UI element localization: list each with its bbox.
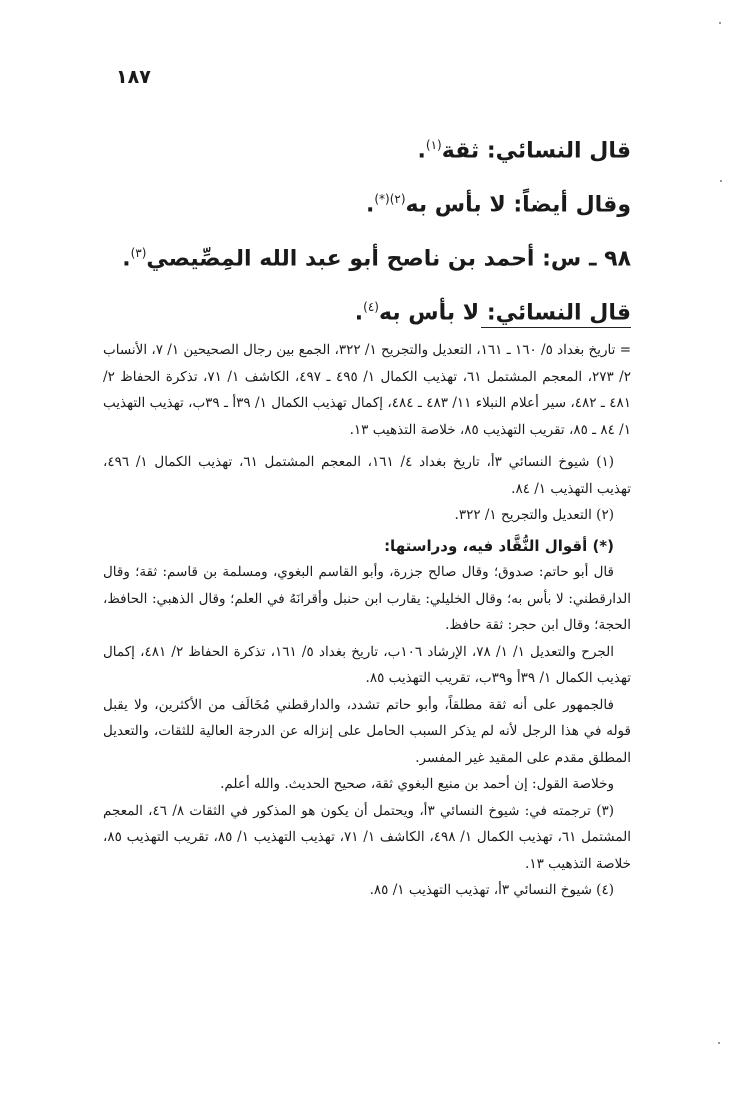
main-line: ٩٨ ـ س: أحمد بن ناصح أبو عبد الله المِصِّيصي$^{(٣)}$.	[122, 246, 631, 272]
footnote-marker[interactable]: (١)	[425, 138, 442, 152]
main-line: قال النسائي: ثقة$^{(١)}$.	[417, 138, 631, 164]
footnote-4: (٤) شيوخ النسائي ٣أ، تهذيب التهذيب ١/ ٨٥.	[369, 882, 614, 898]
footnote-continuation: = تاريخ بغداد ٥/ ١٦٠ ـ ١٦١، التعديل والتجريح ١/ ٣٢٢، الجمع بين رجال الصحيحين ١/ ٧، الأنساب ٢/ ٢٧٣، المعجم المشتمل ٦١، تهذيب الكمال ١/ ٤٩٥ ـ ٤٩٧، الكاشف ١/ ٧١، تذكرة الحفاظ ٢/ ٤٨١ ـ ٤٨٢، سير أعلام النبلاء ١١/ ٤٨٣ ـ ٤٨٤، إكمال تهذيب الكمال ١/ ٣٩أ ـ ٣٩ب، تهذيب التهذيب ١/ ٨٤ ـ ٨٥، تقريب التهذيب ٨٥، خلاصة التذهيب ١٣.	[103, 342, 632, 438]
footnote-marker[interactable]: (٣)	[130, 246, 147, 260]
footnote-2: (٢) التعديل والتجريح ١/ ٣٢٢.	[454, 507, 614, 523]
footnotes	[103, 337, 631, 904]
conclusion: وخلاصة القول: إن أحمد بن منيع البغوي ثقة، صحيح الحديث. والله أعلم.	[220, 776, 614, 792]
critics-heading: (*) أقوال النُّقَّاد فيه، ودراستها:	[384, 536, 614, 555]
footnote-3: (٣) ترجمته في: شيوخ النسائي ٣أ، ويحتمل أن يكون هو المذكور في الثقات ٨/ ٤٦، المعجم المشتمل ٦١، تهذيب الكمال ١/ ٤٩٨، الكاشف ١/ ٧١، تهذيب التهذيب ١/ ٨٥، تقريب التهذيب ٨٥، خلاصة التذهيب ١٣.	[103, 802, 631, 872]
scan-speck	[720, 180, 722, 182]
main-line: قال النسائي: لا بأس به$^{(٤)}$.	[354, 300, 631, 326]
page-number: ١٨٧	[116, 66, 151, 88]
footnote-marker[interactable]: (٤)	[363, 300, 379, 314]
scan-speck	[719, 22, 721, 24]
main-text	[111, 118, 631, 334]
scan-speck	[718, 1042, 720, 1044]
footnote-divider	[481, 327, 631, 328]
footnote-marker[interactable]: (٢)(*)	[374, 192, 406, 206]
critics-paragraph: قال أبو حاتم: صدوق؛ وقال صالح جزرة، وأبو القاسم البغوي، ومسلمة بن قاسم: ثقة؛ وقال الدارقطني: لا بأس به؛ وقال الخليلي: يقارب ابن حنبل وأقرانَهُ في العلم؛ وقال الذهبي: الحافظ، الحجة؛ وقال ابن حجر: ثقة حافظ.	[103, 564, 631, 633]
main-line: وقال أيضاً: لا بأس به$^{(٢)(*)}$.	[365, 192, 631, 218]
footnote-1: (١) شيوخ النسائي ٣أ، تاريخ بغداد ٤/ ١٦١، المعجم المشتمل ٦١، تهذيب الكمال ١/ ٤٩٦، تهذيب التهذيب ١/ ٨٤.	[103, 454, 631, 497]
critics-analysis: فالجمهور على أنه ثقة مطلقاً، وأبو حاتم تشدد، والدارقطني مُخَالَف من الأكثرين، ولا يقبل قوله في هذا الرجل لأنه لم يذكر السبب الحامل على إنزاله عن الدرجة العالية للثقات، والتعديل المطلق مقدم على المقيد غير المفسر.	[103, 696, 631, 766]
critics-references: الجرح والتعديل ١/ ١/ ٧٨، الإرشاد ١٠٦ب، تاريخ بغداد ٥/ ١٦١، تذكرة الحفاظ ٢/ ٤٨١، إكمال تهذيب الكمال ١/ ٣٩أ و٣٩ب، تقريب التهذيب ٨٥.	[103, 643, 631, 686]
